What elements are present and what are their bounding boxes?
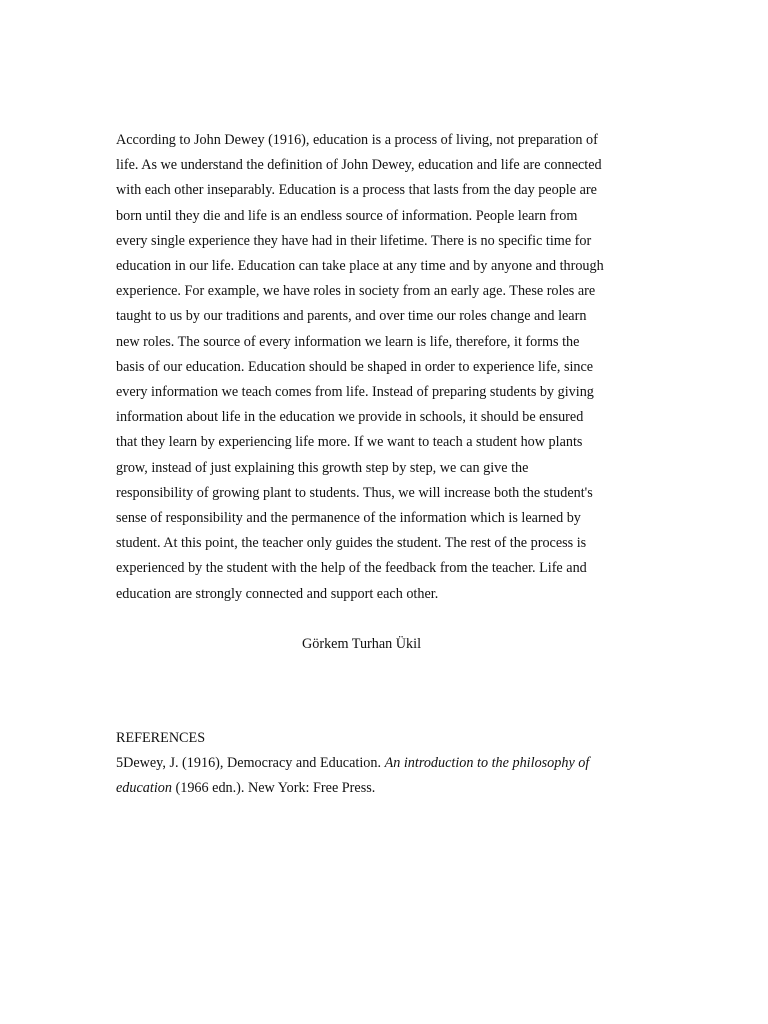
author-name: Görkem Turhan Ükil: [302, 636, 422, 652]
reference-title-part2: education: [116, 780, 172, 797]
paragraph-line: education are strongly connected and support each other.: [116, 585, 439, 602]
reference-suffix: (1966 edn.). New York: Free Press.: [171, 780, 376, 797]
paragraph-line: grow, instead of just explaining this growth step by step, we can give the: [116, 459, 529, 476]
reference-entry: [116, 751, 656, 801]
paragraph-line: taught to us by our traditions and parents, and over time our roles change and learn: [116, 308, 587, 325]
paragraph-line: sense of responsibility and the permanence of the information which is learned by: [116, 510, 581, 527]
reference-title-part1: An introduction to the philosophy of: [384, 755, 590, 771]
paragraph-line: every information we teach comes from life. Instead of preparing students by giving: [116, 384, 594, 401]
references-heading: REFERENCES: [116, 730, 206, 746]
paragraph-line: basis of our education. Education should be shaped in order to experience life, since: [116, 358, 594, 375]
paragraph-line: experience. For example, we have roles in society from an early age. These roles are: [116, 283, 596, 300]
reference-line: [116, 751, 656, 776]
paragraph-line: student. At this point, the teacher only guides the student. The rest of the process is: [116, 535, 587, 552]
paragraph-line: every single experience they have had in their lifetime. There is no specific time for: [116, 232, 592, 249]
reference-prefix: 5Dewey, J. (1916), Democracy and Education.: [116, 755, 385, 771]
paragraph-line: responsibility of growing plant to students. Thus, we will increase both the student's: [116, 484, 593, 501]
paragraph-line: life. As we understand the definition of John Dewey, education and life are connected: [116, 157, 602, 174]
paragraph-line: that they learn by experiencing life more. If we want to teach a student how plants: [116, 434, 583, 451]
paragraph-line: education in our life. Education can take place at any time and by anyone and through: [116, 258, 604, 275]
paragraph-line: born until they die and life is an endless source of information. People learn from: [116, 207, 578, 224]
body-paragraph: [116, 128, 636, 607]
paragraph-line: According to John Dewey (1916), education is a process of living, not preparation of: [116, 132, 598, 148]
paragraph-line: information about life in the education we provide in schools, it should be ensured: [116, 409, 584, 426]
paragraph-line: experienced by the student with the help of the feedback from the teacher. Life and: [116, 560, 587, 577]
reference-line: [116, 776, 656, 801]
paragraph-line: new roles. The source of every information we learn is life, therefore, it forms the: [116, 333, 580, 350]
paragraph-line: with each other inseparably. Education is a process that lasts from the day people are: [116, 182, 597, 199]
